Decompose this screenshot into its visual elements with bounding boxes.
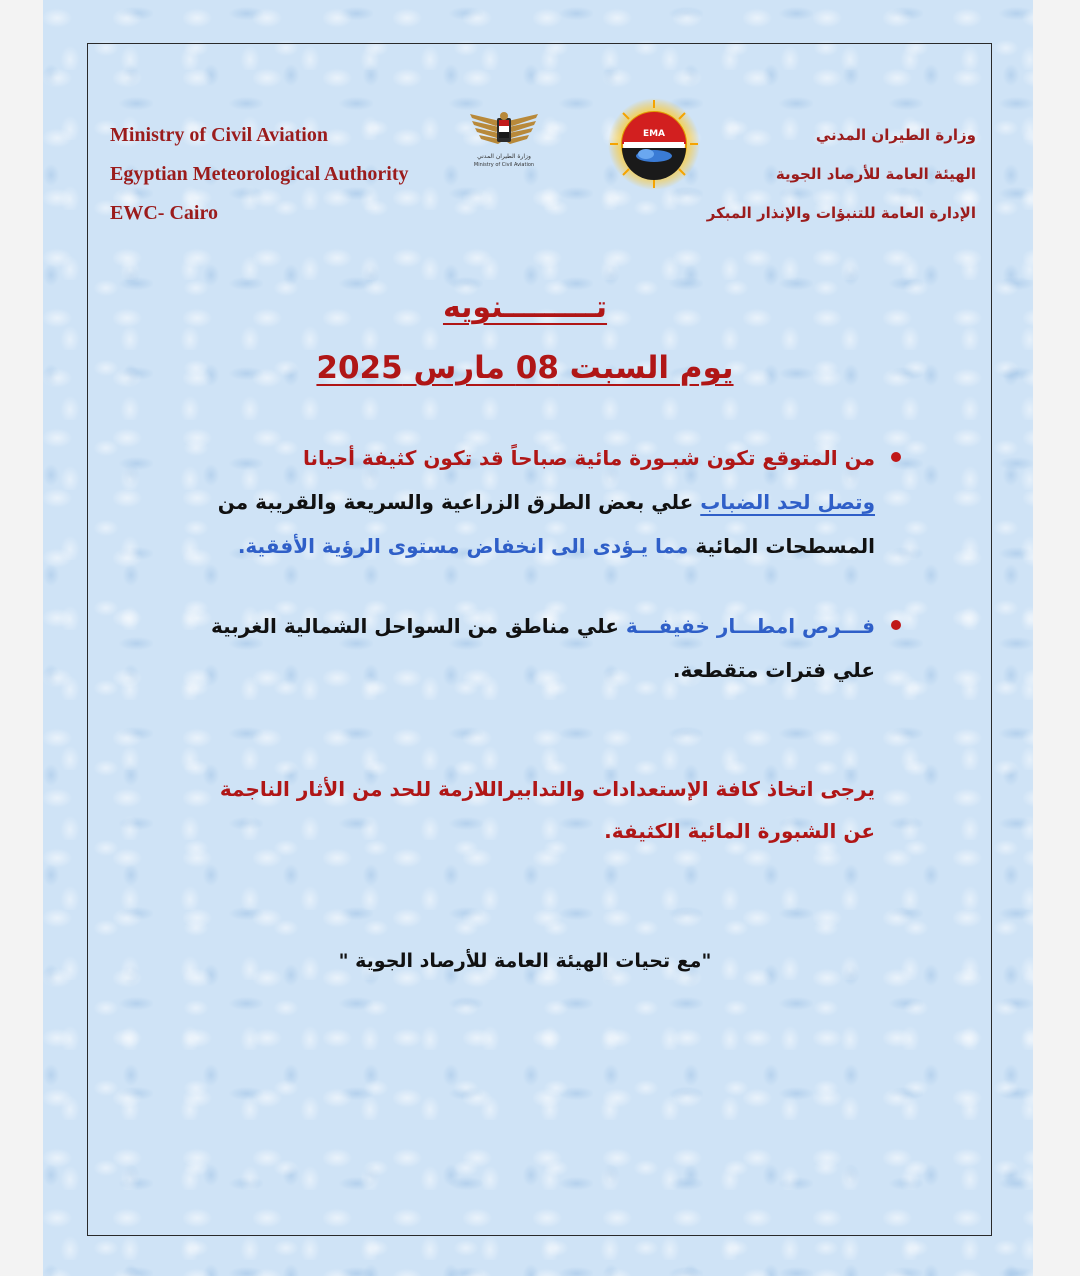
page-title: تـــــــــنويه — [442, 290, 608, 325]
bullet-dot-icon — [891, 452, 901, 462]
header-ar-authority: الهيئة العامة للأرصاد الجوية — [775, 165, 976, 183]
emblem-caption-ar: وزارة الطيران المدني — [477, 153, 531, 160]
precaution-line2: عن الشبورة المائية الكثيفة. — [604, 819, 875, 843]
header-ar-center: الإدارة العامة للتنبؤات والإنذار المبكر — [706, 204, 976, 222]
bullet-rain-line2: علي فترات متقطعة. — [672, 658, 875, 682]
header-en-ministry: Ministry of Civil Aviation — [110, 124, 328, 146]
bullet-fog — [218, 436, 875, 568]
header-en-center: EWC- Cairo — [110, 202, 218, 224]
bullet-fog-link: وتصل لحد الضباب — [700, 490, 875, 514]
emblem-caption-en: Ministry of Civil Aviation — [473, 162, 535, 168]
bullet-fog-line1: من المتوقع تكون شبـورة مائية صباحاً قد تكون كثيفة أحيانا — [302, 446, 875, 470]
header-english — [110, 116, 409, 233]
page-date: يوم السبت 08 مارس 2025 — [316, 350, 734, 386]
bullet-fog-line3-end: مما يـؤدى الى انخفاض مستوى الرؤية الأفقية. — [237, 534, 689, 558]
closing-greeting: "مع تحيات الهيئة العامة للأرصاد الجوية " — [338, 950, 712, 972]
ema-sun-flag-icon — [604, 98, 704, 190]
bullet-rain-line1: علي مناطق من السواحل الشمالية الغربية — [211, 614, 626, 638]
wings-emblem-icon — [466, 108, 542, 176]
header-ar-ministry: وزارة الطيران المدني — [815, 126, 976, 144]
bullet-dot-icon — [891, 620, 901, 630]
header-en-authority: Egyptian Meteorological Authority — [110, 163, 409, 185]
bullet-rain — [211, 604, 875, 692]
bullet-rain-highlight: فـــرص امطـــار خفيفـــة — [625, 614, 875, 638]
bullet-fog-line3-start: المسطحات المائية — [688, 534, 875, 558]
precaution-line1: يرجى اتخاذ كافة الإستعدادات والتدابيراللازمة للحد من الأثار الناجمة — [219, 777, 875, 801]
precaution-notice — [220, 768, 875, 852]
header-arabic — [707, 116, 976, 233]
ema-label: EMA — [642, 129, 666, 139]
bullet-fog-line2: علي بعض الطرق الزراعية والسريعة والقريبة من — [217, 490, 701, 514]
